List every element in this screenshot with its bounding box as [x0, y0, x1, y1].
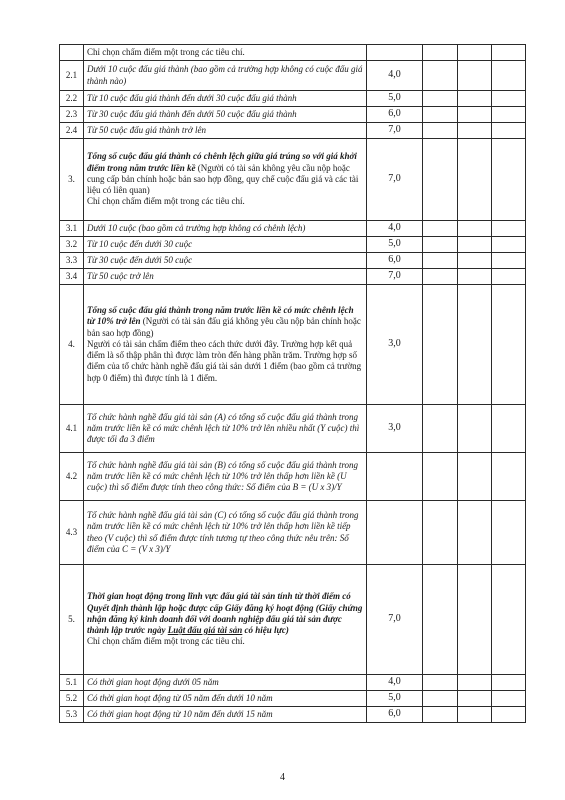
- criterion-number: 3.: [60, 139, 84, 221]
- max-score: 7,0: [367, 269, 423, 285]
- empty-score-cell: [458, 501, 492, 565]
- criterion-text: [84, 405, 367, 453]
- empty-score-cell: [423, 453, 458, 501]
- empty-score-cell: [423, 139, 458, 221]
- empty-score-cell: [458, 269, 492, 285]
- criterion-number: 5.1: [60, 675, 84, 691]
- criterion-number: [60, 45, 84, 61]
- empty-score-cell: [492, 107, 526, 123]
- empty-score-cell: [492, 269, 526, 285]
- empty-score-cell: [492, 405, 526, 453]
- criterion-text: [84, 237, 367, 253]
- empty-score-cell: [423, 123, 458, 139]
- criterion-text-part: Từ 30 cuộc đấu giá thành đến dưới 50 cuộc đấu giá thành: [87, 108, 297, 119]
- empty-score-cell: [423, 707, 458, 723]
- criterion-text-part: Tổng số cuộc đấu giá thành có chênh lệch giữa giá trúng so với giá khởi điểm trong năm trước liền kề: [87, 151, 357, 173]
- empty-score-cell: [492, 501, 526, 565]
- criterion-text: [84, 45, 367, 61]
- scoring-table: [59, 44, 526, 723]
- criterion-text: [84, 139, 367, 221]
- criterion-text: [84, 285, 367, 405]
- empty-score-cell: [423, 501, 458, 565]
- empty-score-cell: [423, 221, 458, 237]
- empty-score-cell: [423, 107, 458, 123]
- criterion-number: 4.1: [60, 405, 84, 453]
- empty-score-cell: [458, 45, 492, 61]
- max-score: [367, 453, 423, 501]
- criterion-text: [84, 221, 367, 237]
- criterion-number: 2.2: [60, 91, 84, 107]
- criterion-text-part: Từ 50 cuộc đấu giá thành trở lên: [87, 124, 206, 135]
- max-score: 3,0: [367, 405, 423, 453]
- table-row: [60, 107, 526, 123]
- criterion-number: 5.2: [60, 691, 84, 707]
- empty-score-cell: [423, 91, 458, 107]
- empty-score-cell: [458, 707, 492, 723]
- criterion-text-part: Dưới 10 cuộc đấu giá thành (bao gồm cả trường hợp không có cuộc đấu giá thành nào): [87, 64, 363, 86]
- empty-score-cell: [492, 691, 526, 707]
- criterion-text-part: Chỉ chọn chấm điểm một trong các tiêu chí.: [87, 46, 245, 57]
- empty-score-cell: [492, 91, 526, 107]
- max-score: 7,0: [367, 123, 423, 139]
- empty-score-cell: [458, 91, 492, 107]
- max-score: [367, 501, 423, 565]
- empty-score-cell: [458, 285, 492, 405]
- criterion-text: [84, 691, 367, 707]
- criterion-text-part: Từ 10 cuộc đến dưới 30 cuộc: [87, 238, 193, 249]
- table-row: [60, 91, 526, 107]
- criterion-text-part: Có thời gian hoạt động dưới 05 năm: [87, 676, 219, 687]
- empty-score-cell: [458, 565, 492, 675]
- criterion-number: 2.3: [60, 107, 84, 123]
- max-score: [367, 45, 423, 61]
- criterion-text: [84, 269, 367, 285]
- criterion-number: 2.1: [60, 61, 84, 91]
- criterion-text: [84, 253, 367, 269]
- criterion-text: [84, 707, 367, 723]
- max-score: 6,0: [367, 107, 423, 123]
- table-row: [60, 707, 526, 723]
- empty-score-cell: [492, 285, 526, 405]
- table-row: [60, 139, 526, 221]
- empty-score-cell: [492, 707, 526, 723]
- empty-score-cell: [492, 675, 526, 691]
- criterion-text-part: Luật đấu giá tài sản: [167, 625, 243, 636]
- criterion-text-part: Có thời gian hoạt động từ 05 năm đến dưới 10 năm: [87, 692, 273, 703]
- table-row: [60, 221, 526, 237]
- criterion-text-part: Từ 50 cuộc trở lên: [87, 270, 154, 281]
- empty-score-cell: [492, 453, 526, 501]
- criterion-text-part: có hiệu lực): [242, 625, 289, 636]
- criterion-text: [84, 565, 367, 675]
- criterion-text: [84, 91, 367, 107]
- max-score: 6,0: [367, 253, 423, 269]
- empty-score-cell: [458, 453, 492, 501]
- criterion-text: [84, 453, 367, 501]
- criterion-text-part: Chỉ chọn chấm điểm một trong các tiêu chí.: [87, 636, 245, 647]
- empty-score-cell: [458, 691, 492, 707]
- criterion-text-part: Người có tài sản chấm điểm theo cách thức dưới đây. Trường hợp kết quả điểm là số thập phân thì được làm tròn đến hàng phần trăm. Trường hợp số điểm của tổ chức hành nghề đấu giá tài sản dưới 1 điểm (bao gồm cả trường hợp 0 điểm) thì được tính là 1 điểm.: [87, 338, 362, 383]
- empty-score-cell: [458, 405, 492, 453]
- empty-score-cell: [492, 253, 526, 269]
- criterion-text-part: Tổ chức hành nghề đấu giá tài sản (C) có tổng số cuộc đấu giá thành trong năm trước liền kề có mức chênh lệch từ 10% trở lên thấp hơn liền kề tiếp theo (V cuộc) thì số điểm được tính tương tự theo công thức nêu trên: Số điểm của C = (V x 3)/Y: [87, 510, 359, 554]
- table-row: [60, 269, 526, 285]
- empty-score-cell: [423, 61, 458, 91]
- criterion-text: [84, 107, 367, 123]
- empty-score-cell: [458, 237, 492, 253]
- empty-score-cell: [458, 675, 492, 691]
- table-row: [60, 453, 526, 501]
- table-row: [60, 45, 526, 61]
- criterion-number: 3.1: [60, 221, 84, 237]
- table-row: [60, 253, 526, 269]
- criterion-text-part: Tổ chức hành nghề đấu giá tài sản (A) có tổng số cuộc đấu giá thành trong năm trước liền kề có mức chênh lệch từ 10% trở lên nhiều nhất (Y cuộc) thì được tối đa 3 điểm: [87, 411, 360, 445]
- table-row: [60, 237, 526, 253]
- criterion-text-part: (Người có tài sản không yêu cầu nộp hoặc cung cấp bản chính hoặc bản sao hợp đồng, quy chế cuộc đấu giá và các tài liệu có liên quan): [87, 162, 359, 196]
- table-row: [60, 285, 526, 405]
- max-score: 6,0: [367, 707, 423, 723]
- empty-score-cell: [492, 45, 526, 61]
- criterion-text-part: (Người có tài sản đấu giá không yêu cầu nộp bản chính hoặc bản sao hợp đồng): [87, 316, 361, 338]
- empty-score-cell: [458, 253, 492, 269]
- empty-score-cell: [492, 565, 526, 675]
- criterion-text-part: Từ 10 cuộc đấu giá thành đến dưới 30 cuộc đấu giá thành: [87, 92, 297, 103]
- table-row: [60, 61, 526, 91]
- empty-score-cell: [458, 221, 492, 237]
- criterion-number: 5.: [60, 565, 84, 675]
- table-row: [60, 405, 526, 453]
- max-score: 7,0: [367, 565, 423, 675]
- empty-score-cell: [458, 61, 492, 91]
- criterion-number: 5.3: [60, 707, 84, 723]
- max-score: 5,0: [367, 237, 423, 253]
- criterion-text-part: Từ 30 cuộc đến dưới 50 cuộc: [87, 254, 193, 265]
- criterion-text-part: Tổ chức hành nghề đấu giá tài sản (B) có tổng số cuộc đấu giá thành trong năm trước liền kề có mức chênh lệch từ 10% trở lên thấp hơn liền kề (U cuộc) thì số điểm được tính theo công thức: Số điểm của B = (U x 3)/Y: [87, 459, 359, 493]
- empty-score-cell: [423, 691, 458, 707]
- criterion-number: 3.3: [60, 253, 84, 269]
- criterion-number: 4.: [60, 285, 84, 405]
- empty-score-cell: [492, 123, 526, 139]
- empty-score-cell: [458, 123, 492, 139]
- criterion-number: 3.4: [60, 269, 84, 285]
- scoring-table-body: [60, 45, 526, 723]
- criterion-text-part: Chỉ chọn chấm điểm một trong các tiêu chí.: [87, 196, 245, 207]
- empty-score-cell: [492, 61, 526, 91]
- max-score: 4,0: [367, 61, 423, 91]
- page-number: 4: [280, 772, 285, 783]
- empty-score-cell: [458, 107, 492, 123]
- empty-score-cell: [492, 139, 526, 221]
- empty-score-cell: [423, 253, 458, 269]
- criterion-text-part: Thời gian hoạt động trong lĩnh vực đấu giá tài sản tính từ thời điểm có Quyết định thành lập hoặc được cấp Giấy đăng ký hoạt động (Giấy chứng nhận đăng ký kinh doanh đối với doanh nghiệp đấu giá tài sản được thành lập trước ngày: [87, 591, 363, 636]
- criterion-text-part: Có thời gian hoạt động từ 10 năm đến dưới 15 năm: [87, 708, 273, 719]
- max-score: 3,0: [367, 285, 423, 405]
- empty-score-cell: [423, 237, 458, 253]
- empty-score-cell: [423, 285, 458, 405]
- table-row: [60, 501, 526, 565]
- criterion-number: 4.3: [60, 501, 84, 565]
- empty-score-cell: [492, 221, 526, 237]
- empty-score-cell: [423, 269, 458, 285]
- empty-score-cell: [458, 139, 492, 221]
- table-row: [60, 565, 526, 675]
- max-score: 7,0: [367, 139, 423, 221]
- criterion-number: 3.2: [60, 237, 84, 253]
- criterion-number: 2.4: [60, 123, 84, 139]
- max-score: 5,0: [367, 91, 423, 107]
- empty-score-cell: [492, 237, 526, 253]
- criterion-text-part: Tổng số cuộc đấu giá thành trong năm trước liền kề có mức chênh lệch từ 10% trở lên: [87, 305, 354, 327]
- criterion-text: [84, 501, 367, 565]
- empty-score-cell: [423, 405, 458, 453]
- empty-score-cell: [423, 565, 458, 675]
- table-row: [60, 123, 526, 139]
- max-score: 4,0: [367, 675, 423, 691]
- empty-score-cell: [423, 45, 458, 61]
- criterion-text: [84, 61, 367, 91]
- empty-score-cell: [423, 675, 458, 691]
- table-row: [60, 691, 526, 707]
- criterion-number: 4.2: [60, 453, 84, 501]
- criterion-text-part: Dưới 10 cuộc (bao gồm cả trường hợp không có chênh lệch): [87, 222, 306, 233]
- criterion-text: [84, 123, 367, 139]
- table-row: [60, 675, 526, 691]
- max-score: 5,0: [367, 691, 423, 707]
- max-score: 4,0: [367, 221, 423, 237]
- criterion-text: [84, 675, 367, 691]
